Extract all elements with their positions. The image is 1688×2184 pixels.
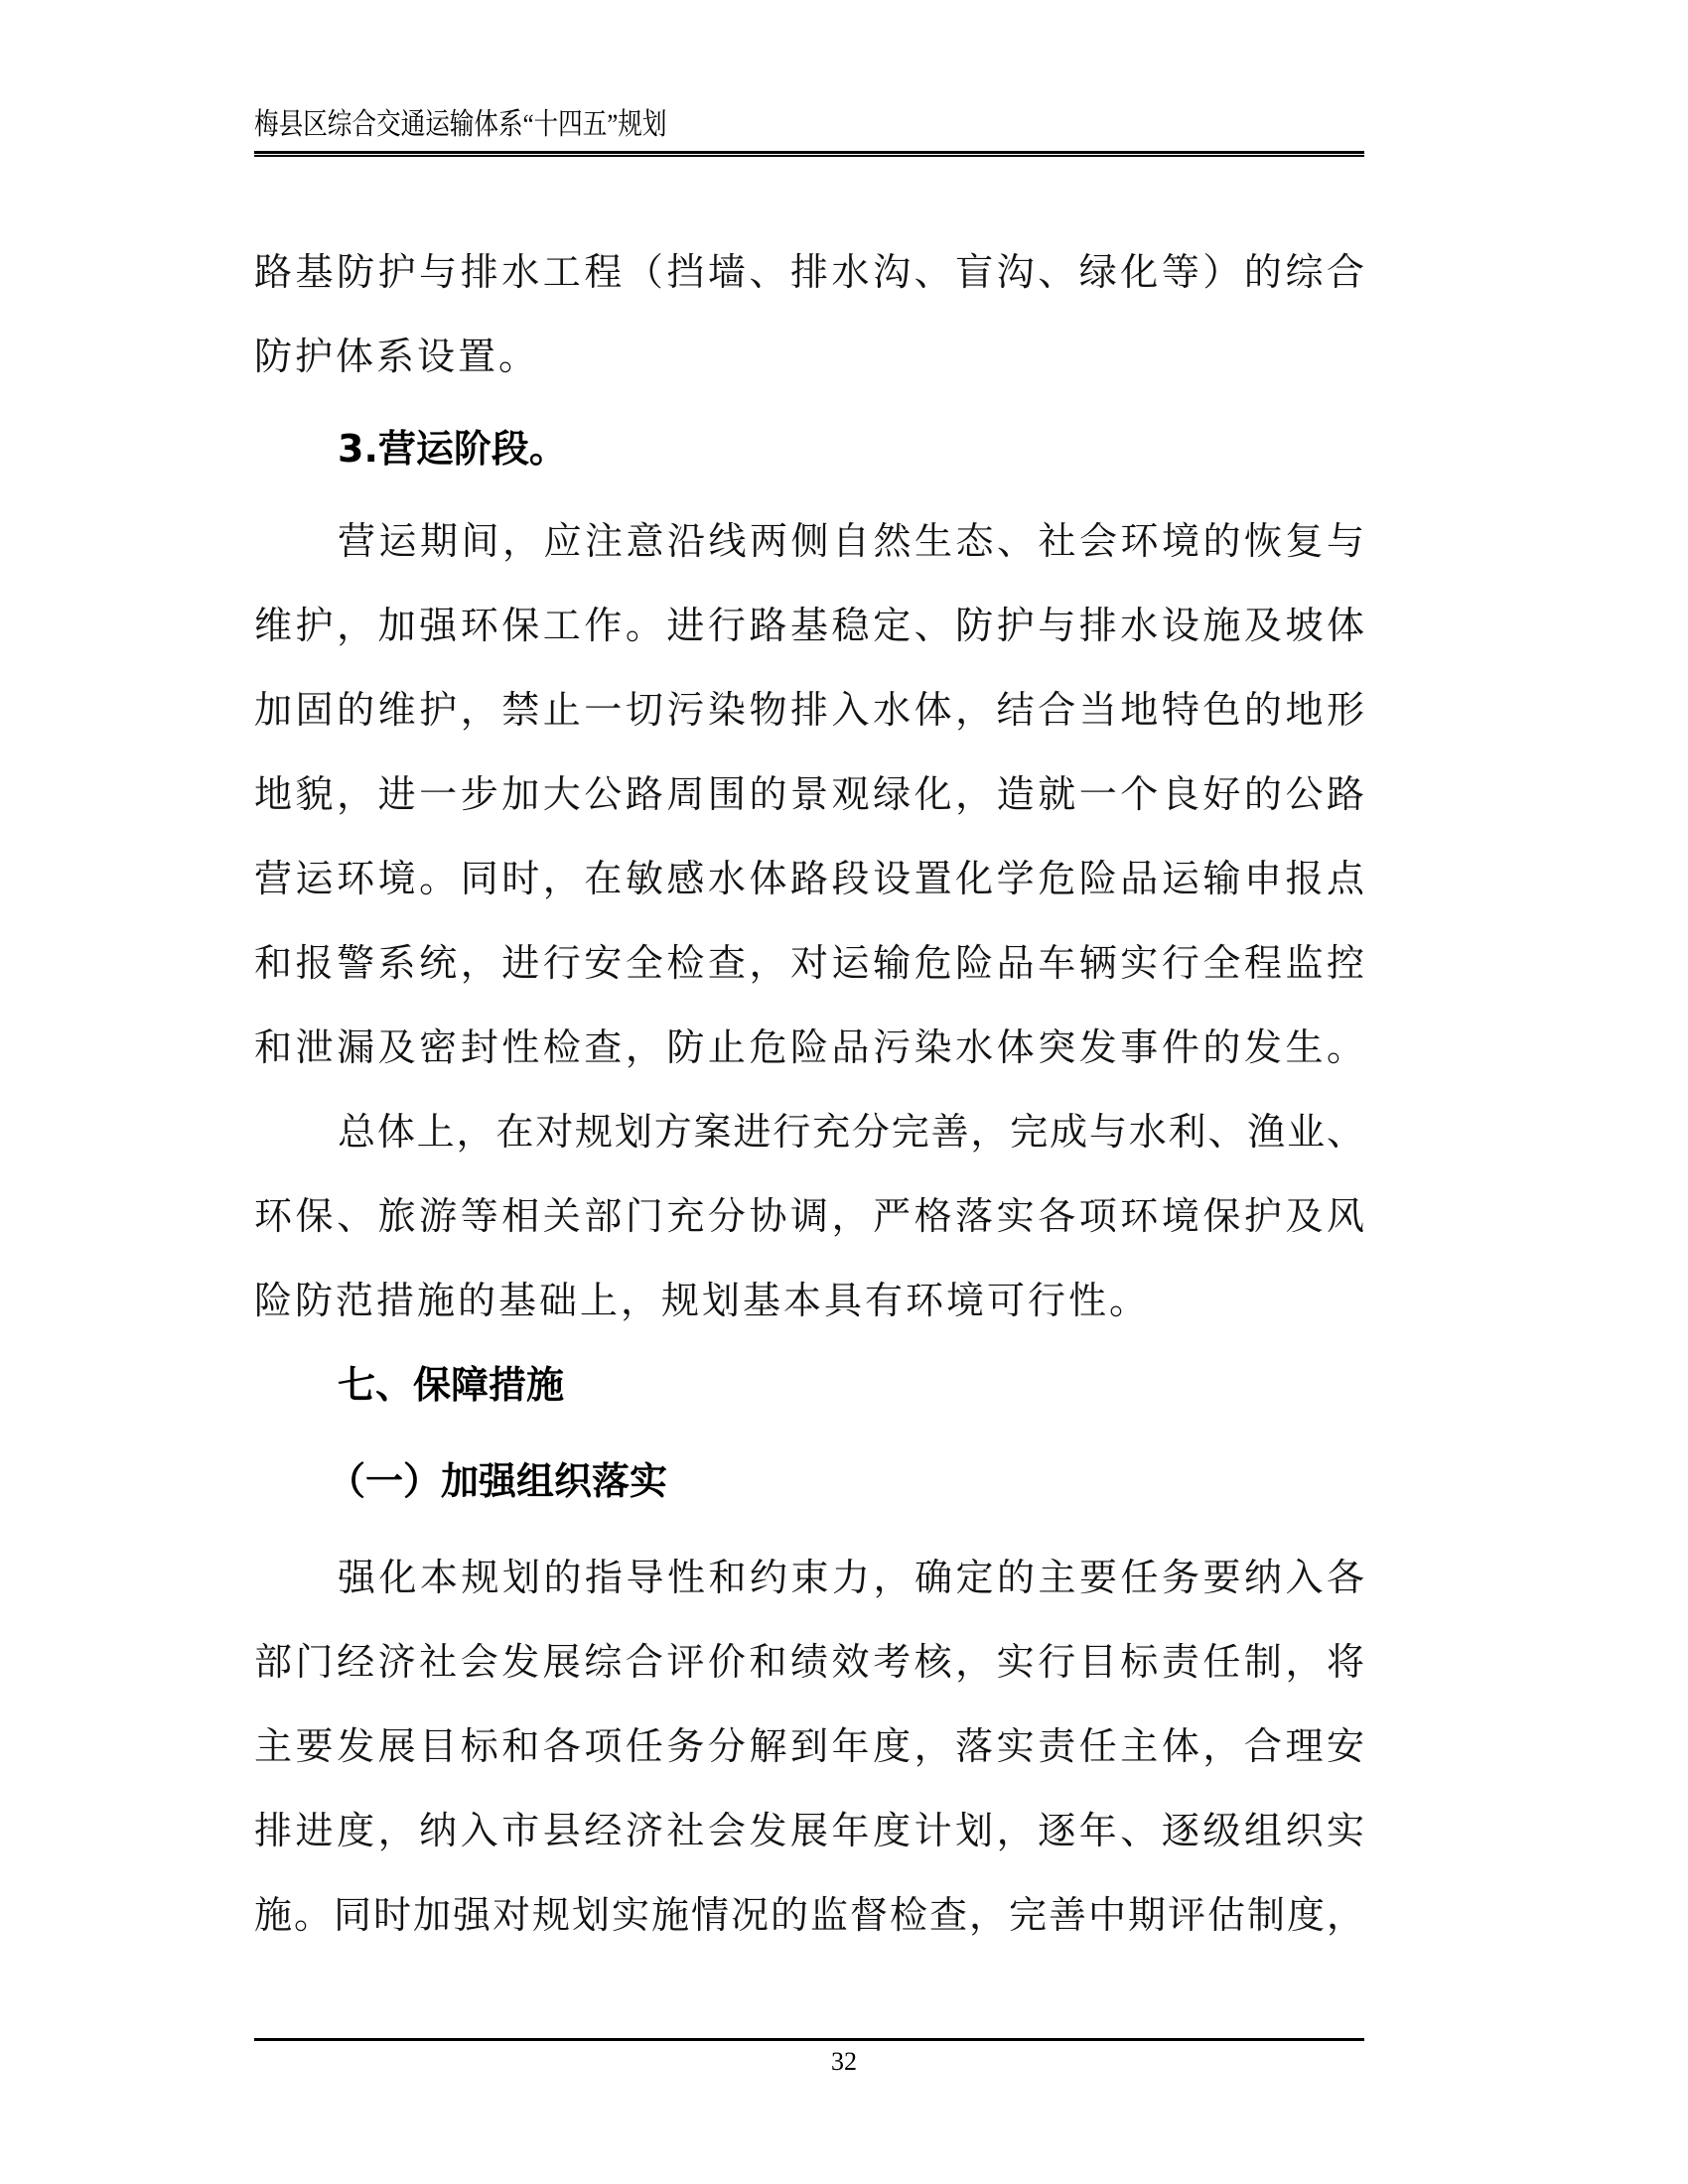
text-line: 营运期间，应注意沿线两侧自然生态、社会环境的恢复与 (338, 519, 1364, 563)
paragraph-intro (254, 230, 1364, 399)
subsection-title-organization: （一）加强组织落实 (328, 1459, 668, 1503)
text-line: 加固的维护，禁止一切污染物排入水体，结合当地特色的地形 (254, 688, 1364, 732)
text-line: 环保、旅游等相关部门充分协调，严格落实各项环境保护及风 (254, 1194, 1364, 1238)
text-line: 和泄漏及密封性检查，防止危险品污染水体突发事件的发生。 (254, 1025, 1364, 1069)
page-content (254, 230, 1364, 1958)
heading-operation-stage: 3.营运阶段。 (338, 427, 567, 471)
text-line: 排进度，纳入市县经济社会发展年度计划，逐年、逐级组织实 (254, 1809, 1364, 1852)
text-line: 主要发展目标和各项任务分解到年度，落实责任主体，合理安 (254, 1724, 1364, 1768)
text-line: 部门经济社会发展综合评价和绩效考核，实行目标责任制，将 (254, 1640, 1364, 1684)
running-title: 梅县区综合交通运输体系“十四五”规划 (254, 108, 667, 141)
page-number: 32 (831, 2047, 857, 2076)
paragraph-summary (254, 1090, 1364, 1343)
text-line: 和报警系统，进行安全检查，对运输危险品车辆实行全程监控 (254, 941, 1364, 985)
text-line: 营运环境。同时，在敏感水体路段设置化学危险品运输申报点 (254, 857, 1364, 900)
text-line: 地貌，进一步加大公路周围的景观绿化，造就一个良好的公路 (254, 772, 1364, 816)
paragraph-operation (254, 499, 1364, 1090)
section-title-safeguards: 七、保障措施 (338, 1363, 565, 1407)
text-line: 险防范措施的基础上，规划基本具有环境可行性。 (254, 1279, 1151, 1322)
footer-rule (254, 2038, 1364, 2041)
text-line: 防护体系设置。 (254, 335, 540, 378)
page-header (254, 107, 1364, 143)
paragraph-organization (254, 1536, 1364, 1958)
text-line: 维护，加强环保工作。进行路基稳定、防护与排水设施及坡体 (254, 604, 1364, 647)
text-line: 路基防护与排水工程（挡墙、排水沟、盲沟、绿化等）的综合 (254, 250, 1364, 294)
text-line: 施。同时加强对规划实施情况的监督检查，完善中期评估制度， (254, 1893, 1364, 1937)
text-line: 强化本规划的指导性和约束力，确定的主要任务要纳入各 (338, 1556, 1364, 1599)
header-double-rule (254, 151, 1364, 157)
text-line: 总体上，在对规划方案进行充分完善，完成与水利、渔业、 (338, 1110, 1364, 1154)
